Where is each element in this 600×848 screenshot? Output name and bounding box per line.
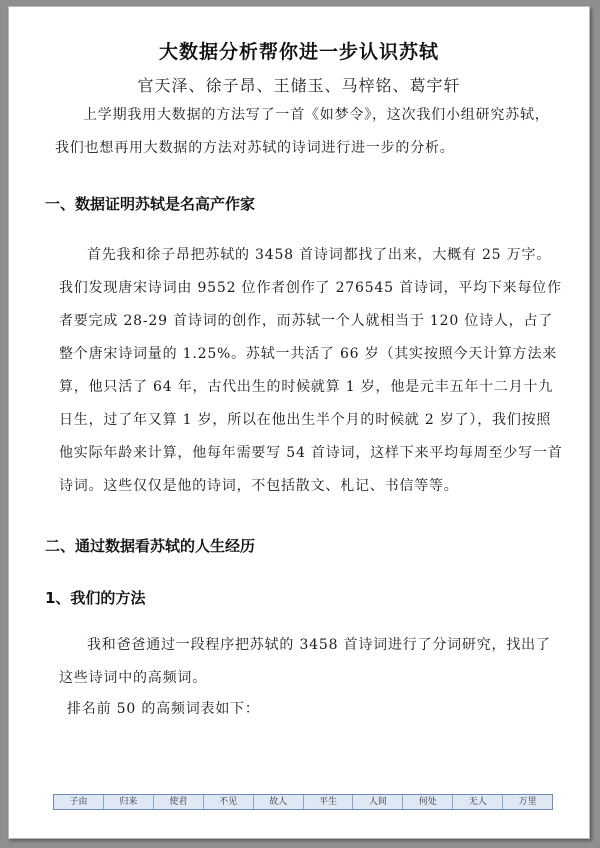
- method-text: 我和爸爸通过一段程序把苏轼的 3458 首诗词进行了分词研究，找出了这些诗词中的高频词。: [59, 637, 551, 686]
- table-cell: 何处: [403, 795, 453, 809]
- table-cell: 平生: [304, 795, 354, 809]
- table-intro: 排名前 50 的高频词表如下：: [67, 701, 260, 717]
- document-page: [8, 6, 590, 839]
- table-cell: 人间: [353, 795, 403, 809]
- intro-text: 上学期我用大数据的方法写了一首《如梦令》，这次我们小组研究苏轼，我们也想再用大数据的方法对苏轼的诗词进行进一步的分析。: [55, 107, 550, 156]
- section1-text: 首先我和徐子昂把苏轼的 3458 首诗词都找了出来，大概有 25 万字。我们发现唐宋诗词由 9552 位作者创作了 276545 首诗词，平均下来每位作者要完成 28-29 首诗词的创作，而苏轼一个人就相当于 120 位诗人，占了整个唐宋诗词量的 1.25%。苏轼一共活了 66 岁（其实按照今天计算方法来算，他只活了 64 年，古代出生的时候就算 1 岁，他是元丰五年十二月十九日生，过了年又算 1 岁，所以在他出生半个月的时候就 2 岁了），我们按照他实际年龄来计算，他每年需要写 54 首诗词，这样下来平均每周至少写一首诗词。这些仅仅是他的诗词，不包括散文、札记、书信等等。: [59, 247, 563, 494]
- high-frequency-word-table: [53, 794, 553, 810]
- table-cell: 万里: [518, 797, 537, 807]
- table-cell: 不见: [204, 795, 254, 809]
- subsection-heading-method: 1、我们的方法: [45, 589, 146, 607]
- method-paragraph: [59, 629, 559, 695]
- table-cell: 归来: [104, 795, 154, 809]
- section-heading-1: 一、数据证明苏轼是名高产作家: [45, 195, 256, 213]
- table-cell: 故人: [254, 795, 304, 809]
- document-title: 大数据分析帮你进一步认识苏轼: [158, 41, 439, 63]
- section1-paragraph: [59, 239, 565, 503]
- table-cell: 使君: [154, 795, 204, 809]
- table-cell: 无人: [453, 795, 503, 809]
- author-list: 官天泽、徐子昂、王储玉、马梓铭、葛宇轩: [137, 76, 461, 95]
- table-cell: 子由: [54, 795, 104, 809]
- section-heading-2: 二、通过数据看苏轼的人生经历: [45, 537, 256, 555]
- intro-paragraph: [55, 99, 555, 165]
